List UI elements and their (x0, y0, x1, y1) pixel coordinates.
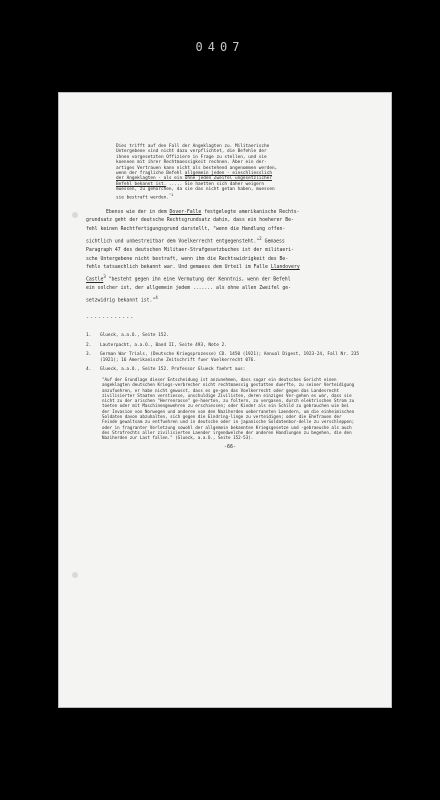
footnote-quote: "Auf der Grundlage dieser Entscheidung ist anzunehmen, dass sogar ein deutsches Gericht einen angeklagten deutschen Kriegs-verbrecher nicht rechtmaessig gestatten duerfte, zu seiner Verteidigung anzufuehren, er habe nicht gewusst, dass es ge-gen das Voelkerrecht oder gegen das Landesrecht zivilisierter Staaten verstiesse, unschuldige Zivilisten, deren einziges Ver-gehen es war, dass sie nicht zu der arischen "Herrenrasse" ge-hoerten, zu foltern, zu vergasen, durch elektrischen Strom zu toeten oder mit Maschinengewehren zu erschiessen; oder Kinder als ein Schild zu gebrauchen wie bei der Invasion von Norwegen und anderen von den Naziherden ueberrannten Laendern, um die einheimischen Soldaten davon abzuhalten, sich gegen die Eindring-linge zu verteidigen; oder die Ehefrauen der Feinde gewaltsam zu entfuehren und in deutsche oder in japanische Soldatenbor-delle zu verschleppen; oder in fragranter Verletzung sowohl der allgemein bekannten Kriegsgesetze und -gebraeuche als auch des Strafrechts aller zivilisierten Laender irgendwelche der anderen Handlungen zu begehen, die den Naziherden zur Last fallen." (Glueck, a.a.O., Seite 152-53). (102, 376, 355, 441)
quote-line: Untergebene sind nicht dazu verpflichtet, die Befehle der (116, 149, 267, 155)
underlined-text: Castle (86, 277, 104, 283)
page-number: -66- (223, 444, 237, 451)
text-line: sche Untergebene nicht bestraft, wenn ihm die Rechtswidrigkeit des Be- (86, 256, 289, 262)
footnote-text: Lauterpacht, a.a.O., Band II, Seite 493, Note 2. (100, 342, 227, 348)
footnote-number: 1. (86, 332, 92, 338)
text-line (86, 209, 374, 218)
underlined-text: Befehl bekannt ist. (116, 181, 167, 187)
text-line: grundsatz geht der deutsche Rechtsgrundsatz dahin, dass ein hoeherer Be- (86, 218, 294, 224)
quoted-passage (116, 144, 368, 201)
quote-text: ..... Sie haetten sich daher weigern (168, 181, 265, 187)
quote-text: sie bestraft werden. (116, 195, 169, 201)
footnote-ref: 4 (155, 295, 158, 301)
punch-hole-mark (72, 212, 78, 218)
text-span: festgelegte amerikanische Rechts- (204, 209, 300, 215)
quote-line: artiges Vertrauen kann nicht als bestehend angenommen werden, (116, 165, 278, 171)
underlined-text: allgemein jeden - einschliesslich (184, 171, 272, 177)
body-paragraph-continued (86, 217, 374, 306)
text-line: ein solcher ist, der allgemein jedem ....... als ohne allen Zweifel ge- (86, 286, 292, 292)
quote-line: muessen, zu gehorchen, da sie das nicht getan haben, muessen (116, 187, 275, 193)
body-paragraph (86, 209, 374, 218)
footnote (86, 367, 374, 373)
footnotes (86, 333, 374, 441)
punch-hole-mark (72, 572, 78, 578)
underlined-text: der Angeklagten - als ein ohne jeden Zweifel ungesetzlicher (116, 176, 272, 182)
footnote-ref: 3 (103, 274, 106, 280)
footnote-ref: "1 (168, 192, 174, 197)
microfilm-frame-number: 0407 (195, 40, 245, 54)
underlined-text: Dover-Falle (169, 209, 202, 215)
footnote-ref: 2 (259, 235, 262, 241)
footnote-number: 3. (86, 352, 92, 358)
text-span: fehls tatsaechlich bekannt war. Und gemaess dem Urteil im Falle (86, 265, 268, 271)
text-span: sichtlich und unbestreitbar dem Voelkerrecht entgegensteht." (86, 239, 260, 245)
document-page (58, 92, 392, 708)
footnote (86, 343, 374, 349)
footnote-separator: ------------ (86, 315, 135, 322)
text-line (86, 235, 374, 247)
footnote-text: Glueck, a.a.O., Seite 152. Professor Glueck faehrt aus: (100, 367, 246, 373)
footnote (86, 333, 374, 339)
text-line (86, 294, 374, 306)
text-span: "besteht gegen ihn eine Vermutung der Kenntnis, wenn der Befehl (108, 277, 291, 283)
underlined-text: Llandovery (270, 265, 300, 271)
quote-line: Dies trifft auf den Fall der Angeklagten zu. Militaerische (116, 144, 270, 149)
text-line: Paragraph 47 des deutschen Militaer-Strafgesetzbuches ist der militaeri- (86, 247, 294, 253)
text-span: Gemaess (264, 239, 285, 245)
text-span: setzwidrig bekannt ist." (86, 298, 156, 304)
page-content (86, 144, 374, 452)
quote-line: ihnen vorgesetzten Offiziere in Frage zu stellen, und sie (116, 154, 267, 160)
footnote (86, 352, 374, 363)
quote-text: wenn der fragliche Befehl (116, 171, 183, 177)
text-line: fehl keinen Rechtfertigungsgrund darstellt, "wenn die Handlung offen- (86, 226, 286, 232)
footnote-text: Glueck, a.a.O., Seite 152. (100, 332, 169, 338)
quote-line (116, 193, 368, 201)
footnote-text: German War Trials, (Deutsche Kriegsprozesse) CD. 1450 (1921); Annual Digest, 1923-24, Fall Nr. 235 (1921); 16 Amerikanische Zeitschrift fuer Voelkerrecht 076. (100, 352, 360, 363)
text-line (86, 273, 374, 285)
quote-line: koennen mit ihrer Rechtmaessigkeit rechnen. Aber ein der- (116, 160, 267, 166)
text-line (86, 264, 374, 273)
footnote-number: 2. (86, 342, 92, 348)
footnote-number: 4. (86, 367, 92, 373)
text-span: Ebenso wie der in dem (106, 209, 167, 215)
